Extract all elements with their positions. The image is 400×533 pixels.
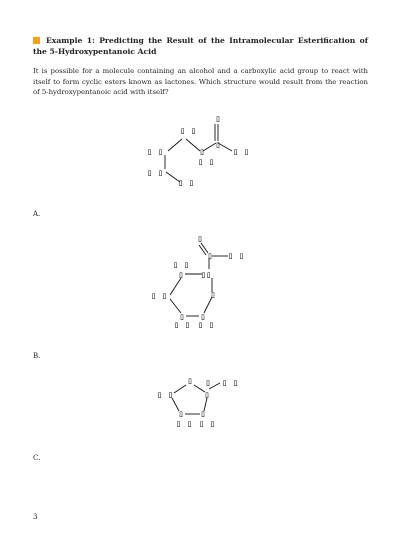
atom-label: ▯ bbox=[187, 376, 193, 387]
atom-label: ▯ ▯ bbox=[198, 419, 216, 430]
atom-label: ▯ ▯ bbox=[146, 168, 164, 179]
atom-label: ▯ ▯ bbox=[227, 251, 245, 262]
atom-label: ▯ ▯ bbox=[221, 378, 239, 389]
atom-label: ▯ ▯ bbox=[156, 390, 174, 401]
atom-label: ▯▯ bbox=[200, 270, 212, 281]
atom-label: ▯ bbox=[210, 290, 216, 301]
atom-label: ▯ ▯ bbox=[146, 147, 164, 158]
option-c-label: C. bbox=[33, 454, 41, 462]
atom-label: ▯ bbox=[207, 251, 213, 262]
atom-label: ▯ bbox=[200, 312, 206, 323]
atom-label: ▯ bbox=[215, 140, 221, 151]
atom-label: ▯ bbox=[179, 312, 185, 323]
atom-label: ▯ bbox=[199, 147, 205, 158]
atom-label: ▯ bbox=[178, 409, 184, 420]
atom-label: ▯ bbox=[178, 270, 184, 281]
atom-label: ▯ bbox=[215, 114, 221, 125]
atom-label: ▯ bbox=[197, 234, 203, 245]
atom-label: ▯ ▯ bbox=[175, 419, 193, 430]
atom-label: ▯ bbox=[205, 378, 211, 389]
atom-label: ▯ ▯ bbox=[197, 157, 215, 168]
atom-label: ▯ ▯ bbox=[173, 320, 191, 331]
example-heading-text: Example 1: Predicting the Result of the Intramolecular Esterification of the 5-Hydroxypentanoic Acid bbox=[33, 36, 368, 56]
atom-label: ▯ ▯ bbox=[172, 260, 190, 271]
atom-label: ▯ ▯ bbox=[232, 147, 250, 158]
atom-label: ▯ ▯ bbox=[177, 178, 195, 189]
atom-label: ▯ ▯ bbox=[150, 291, 168, 302]
atom-label: ▯ bbox=[200, 409, 206, 420]
atom-label: ▯ bbox=[204, 390, 210, 401]
option-a-label: A. bbox=[33, 210, 41, 218]
example-question: It is possible for a molecule containing an alcohol and a carboxylic acid group to react with itself to form cyclic esters known as lactones. Which structure would result from the reaction of 5-hydroxypentanoic acid with itself? bbox=[33, 67, 368, 97]
page-number: 3 bbox=[33, 513, 38, 521]
option-b-label: B. bbox=[33, 352, 41, 360]
atom-label: ▯ ▯ bbox=[197, 320, 215, 331]
atom-label: ▯ ▯ bbox=[179, 126, 197, 137]
